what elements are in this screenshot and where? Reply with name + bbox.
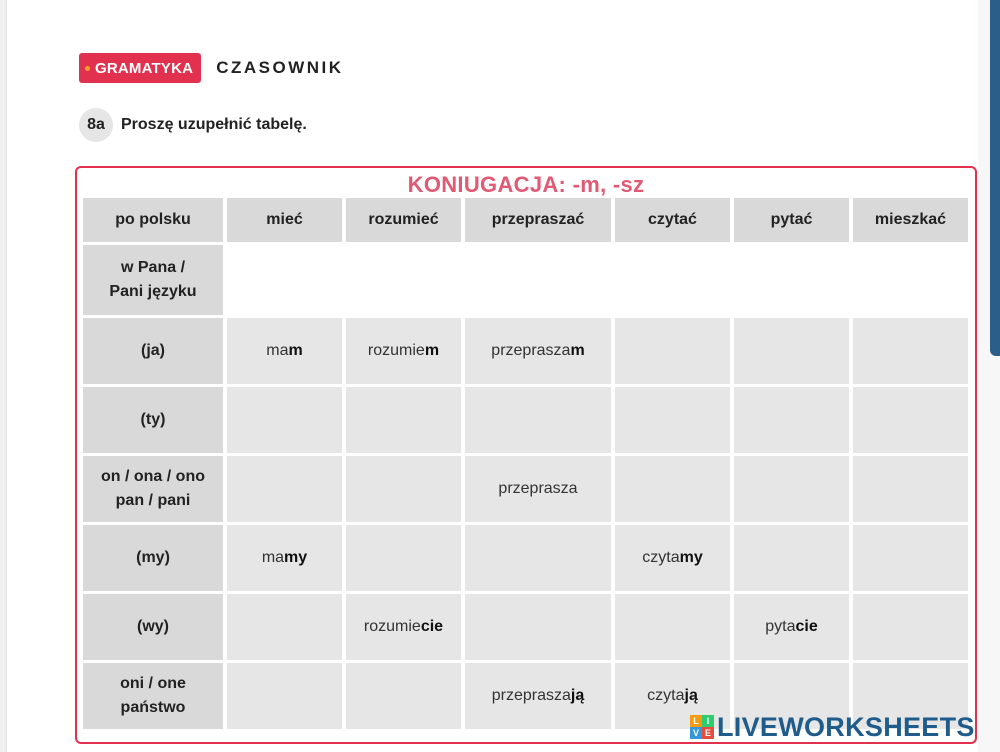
table-row [83, 525, 968, 591]
verb-stem: czyta [642, 549, 680, 566]
row-label-line: on / ona / ono [101, 468, 205, 485]
row-label [83, 387, 223, 453]
exercise-number: 8a [79, 108, 113, 142]
answer-cell[interactable] [734, 387, 849, 453]
answer-cell[interactable] [465, 663, 611, 729]
grammar-badge [79, 53, 201, 83]
table-title: KONIUGACJA: -m, -sz [407, 172, 645, 197]
verb-ending: m [288, 342, 303, 359]
verb-stem: przeprasza [491, 687, 571, 704]
answer-cell[interactable] [465, 594, 611, 660]
verb-stem: rozumie [363, 618, 421, 635]
answer-cell[interactable] [734, 525, 849, 591]
column-header: czytać [615, 198, 730, 242]
column-header: rozumieć [346, 198, 461, 242]
verb-stem: rozumie [367, 342, 425, 359]
column-header: pytać [734, 198, 849, 242]
answer-cell[interactable] [734, 594, 849, 660]
answer-cell[interactable] [853, 318, 968, 384]
answer-cell[interactable] [227, 318, 342, 384]
answer-cell[interactable] [227, 525, 342, 591]
answer-cell[interactable] [227, 663, 342, 729]
verb-ending: m [570, 342, 585, 359]
row-label-line: (my) [136, 549, 170, 566]
column-header: mieszkać [853, 198, 968, 242]
answer-cell[interactable] [853, 245, 968, 315]
row-label-line: w Pana / [120, 259, 186, 276]
answer-cell[interactable] [615, 245, 730, 315]
row-label-line: (ty) [140, 411, 166, 428]
exercise-instruction [79, 108, 307, 142]
watermark-text: LIVEWORKSHEETS [717, 711, 975, 742]
row-label [83, 663, 223, 729]
row-label-line: (wy) [137, 618, 169, 635]
verb-stem: przeprasza [498, 480, 578, 497]
header-row [83, 198, 968, 242]
answer-cell[interactable] [346, 456, 461, 522]
table-row [83, 318, 968, 384]
logo-tile: V [690, 727, 702, 739]
row-label-line: oni / one [120, 675, 186, 692]
verb-ending: m [424, 342, 440, 359]
badge-label: GRAMATYKA [95, 59, 194, 77]
answer-cell[interactable] [615, 318, 730, 384]
verb-stem: czyta [647, 687, 685, 704]
verb-ending: ją [684, 687, 698, 704]
section-header [79, 53, 344, 83]
column-header: po polsku [83, 198, 223, 242]
answer-cell[interactable] [465, 387, 611, 453]
page-left-edge [0, 0, 7, 752]
row-label [83, 594, 223, 660]
row-label-line: Pani języku [109, 283, 197, 300]
answer-cell[interactable] [346, 245, 461, 315]
answer-cell[interactable] [346, 318, 461, 384]
logo-tile: L [690, 715, 702, 727]
table-row [83, 594, 968, 660]
bullet-dot-icon [85, 66, 90, 71]
answer-cell[interactable] [853, 594, 968, 660]
verb-ending: my [679, 549, 703, 566]
conjugation-table [79, 195, 972, 732]
answer-cell[interactable] [734, 245, 849, 315]
answer-cell[interactable] [853, 456, 968, 522]
liveworksheets-logo-icon [690, 715, 714, 739]
answer-cell[interactable] [465, 456, 611, 522]
logo-tile: E [702, 727, 714, 739]
row-label [83, 318, 223, 384]
answer-cell[interactable] [465, 318, 611, 384]
row-label-line: pan / pani [115, 492, 191, 509]
answer-cell[interactable] [615, 387, 730, 453]
row-label-line: (ja) [141, 342, 165, 359]
column-header: przepraszać [465, 198, 611, 242]
column-header: mieć [227, 198, 342, 242]
answer-cell[interactable] [227, 245, 342, 315]
answer-cell[interactable] [346, 525, 461, 591]
answer-cell[interactable] [227, 387, 342, 453]
answer-cell[interactable] [615, 456, 730, 522]
table-row [83, 456, 968, 522]
answer-cell[interactable] [346, 594, 461, 660]
answer-cell[interactable] [853, 525, 968, 591]
row-label [83, 456, 223, 522]
table-row [83, 387, 968, 453]
answer-cell[interactable] [227, 456, 342, 522]
liveworksheets-watermark [690, 712, 975, 742]
verb-stem: pyta [765, 618, 796, 635]
verb-stem: ma [266, 342, 289, 359]
verb-ending: cie [795, 618, 818, 635]
row-label [83, 525, 223, 591]
verb-ending: my [284, 549, 308, 566]
row-label-line: państwo [120, 699, 186, 716]
answer-cell[interactable] [615, 594, 730, 660]
verb-stem: ma [261, 549, 285, 566]
answer-cell[interactable] [227, 594, 342, 660]
verb-ending: cie [420, 618, 444, 635]
answer-cell[interactable] [734, 318, 849, 384]
answer-cell[interactable] [346, 387, 461, 453]
row-label [83, 245, 223, 315]
verb-stem: przeprasza [491, 342, 571, 359]
answer-cell[interactable] [465, 245, 611, 315]
instruction-text: Proszę uzupełnić tabelę. [121, 116, 307, 133]
answer-cell[interactable] [615, 525, 730, 591]
answer-cell[interactable] [346, 663, 461, 729]
answer-cell[interactable] [734, 456, 849, 522]
answer-cell[interactable] [465, 525, 611, 591]
section-title: CZASOWNIK [216, 58, 344, 77]
answer-cell[interactable] [853, 387, 968, 453]
table-row [83, 245, 968, 315]
verb-ending: ją [570, 687, 585, 704]
logo-tile: I [702, 715, 714, 727]
